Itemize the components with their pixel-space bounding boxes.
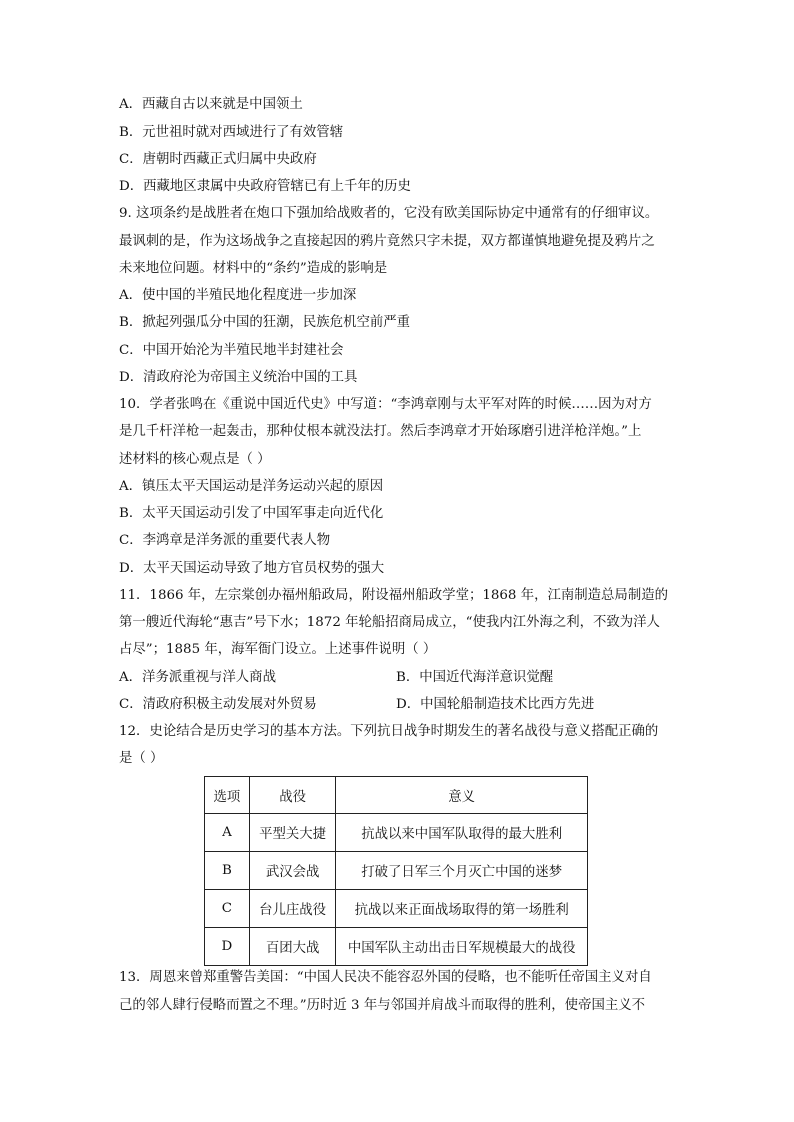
q8-option-a: A．西藏自古以来就是中国领土 <box>119 97 303 112</box>
table-row <box>205 852 588 890</box>
q12-battle-table <box>204 776 588 966</box>
q9-option-b: B．掀起列强瓜分中国的狂潮，民族危机空前严重 <box>119 315 411 330</box>
cell-meaning: 打破了日军三个月灭亡中国的迷梦 <box>336 852 588 890</box>
q10-option-b: B．太平天国运动引发了中国军事走向近代化 <box>119 506 384 521</box>
q10-stem-line-2: 是几千杆洋枪一起轰击，那种仗根本就没法打。然后李鸿章才开始琢磨引进洋枪洋炮。”上 <box>119 424 642 439</box>
q13-stem-line-1: 13．周恩来曾郑重警告美国：“中国人民决不能容忍外国的侵略，也不能听任帝国主义对自 <box>119 970 652 985</box>
cell-meaning: 中国军队主动出击日军规模最大的战役 <box>336 928 588 966</box>
table-row <box>205 890 588 928</box>
q9-stem-line-2: 最讽刺的是，作为这场战争之直接起因的鸦片竟然只字未提，双方都谨慎地避免提及鸦片之 <box>119 234 655 249</box>
q8-option-c: C．唐朝时西藏正式归属中央政府 <box>119 152 317 167</box>
q11-stem-line-3: 占尽”；1885 年，海军衙门设立。上述事件说明（ ） <box>119 642 437 657</box>
q9-option-a: A．使中国的半殖民地化程度进一步加深 <box>119 288 357 303</box>
q9-stem-line-1: 9. 这项条约是战胜者在炮口下强加给战败者的，它没有欧美国际协定中通常有的仔细审议。 <box>119 206 659 221</box>
table-header-row <box>205 777 588 814</box>
q11-option-c: C．清政府积极主动发展对外贸易 <box>119 697 317 712</box>
cell-option: B <box>205 852 250 890</box>
q10-option-d: D．太平天国运动导致了地方官员权势的强大 <box>119 561 385 576</box>
q10-stem-line-3: 述材料的核心观点是（ ） <box>119 452 271 467</box>
q13-stem-line-2: 己的邻人肆行侵略而置之不理。”历时近 3 年与邻国并肩战斗而取得的胜利，使帝国主义不 <box>119 998 646 1013</box>
cell-meaning: 抗战以来中国军队取得的最大胜利 <box>336 814 588 852</box>
q8-option-d: D．西藏地区隶属中央政府管辖已有上千年的历史 <box>119 179 411 194</box>
q9-stem-line-3: 未来地位问题。材料中的“条约”造成的影响是 <box>119 261 388 276</box>
q10-stem-line-1: 10．学者张鸣在《重说中国近代史》中写道：“李鸿章刚与太平军对阵的时候……因为对方 <box>119 397 652 412</box>
q8-option-b: B．元世祖时就对西域进行了有效管辖 <box>119 125 344 140</box>
q12-stem-line-2: 是（ ） <box>119 751 164 766</box>
cell-battle: 百团大战 <box>249 928 336 966</box>
q11-option-d: D．中国轮船制造技术比西方先进 <box>396 697 595 712</box>
q11-stem-line-2: 第一艘近代海轮“惠吉”号下水；1872 年轮船招商局成立，“使我内江外海之利，不致为洋人 <box>119 615 660 630</box>
cell-option: C <box>205 890 250 928</box>
q9-option-d: D．清政府沦为帝国主义统治中国的工具 <box>119 370 358 385</box>
q11-options-row-1 <box>119 668 679 688</box>
cell-option: D <box>205 928 250 966</box>
cell-battle: 武汉会战 <box>249 852 336 890</box>
q10-option-c: C．李鸿章是洋务派的重要代表人物 <box>119 533 331 548</box>
q12-stem-line-1: 12．史论结合是历史学习的基本方法。下列抗日战争时期发生的著名战役与意义搭配正确的 <box>119 724 659 739</box>
cell-battle: 台儿庄战役 <box>249 890 336 928</box>
q11-option-a: A．洋务派重视与洋人商战 <box>119 670 276 685</box>
q9-option-c: C．中国开始沦为半殖民地半封建社会 <box>119 343 344 358</box>
cell-option: A <box>205 814 250 852</box>
header-battle: 战役 <box>249 777 336 814</box>
cell-meaning: 抗战以来正面战场取得的第一场胜利 <box>336 890 588 928</box>
header-option: 选项 <box>205 777 250 814</box>
header-meaning: 意义 <box>336 777 588 814</box>
table-row <box>205 928 588 966</box>
q11-option-b: B．中国近代海洋意识觉醒 <box>396 670 554 685</box>
q11-options-row-2 <box>119 695 679 715</box>
cell-battle: 平型关大捷 <box>249 814 336 852</box>
q10-option-a: A．镇压太平天国运动是洋务运动兴起的原因 <box>119 479 384 494</box>
table-row <box>205 814 588 852</box>
q11-stem-line-1: 11．1866 年，左宗棠创办福州船政局，附设福州船政学堂；1868 年，江南制造总局制造的 <box>119 588 668 603</box>
